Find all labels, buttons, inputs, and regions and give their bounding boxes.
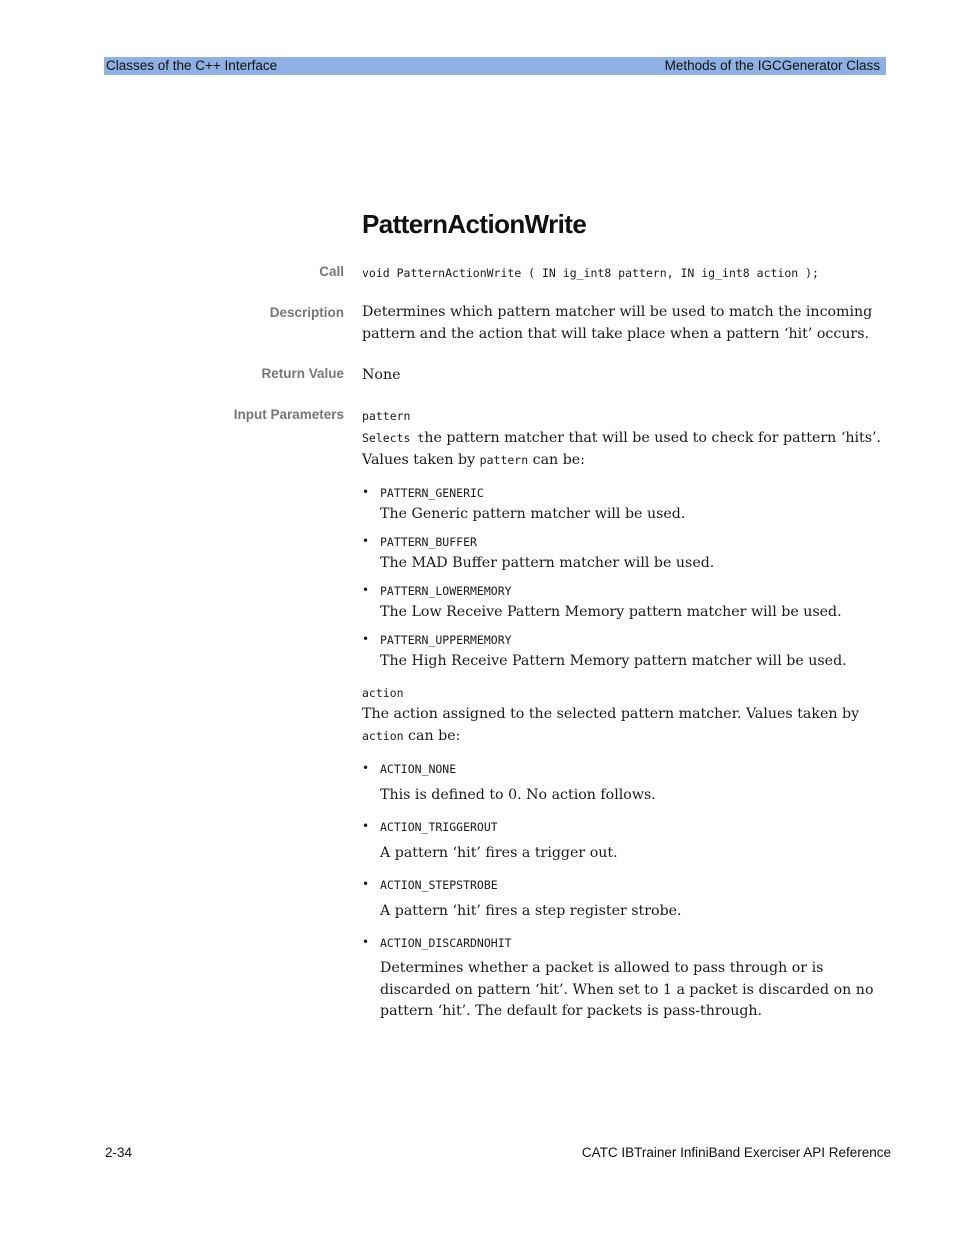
pattern-option-desc: The Low Receive Pattern Memory pattern matcher will be used.	[380, 604, 842, 620]
page-number: 2-34	[105, 1145, 133, 1160]
pattern-description	[362, 427, 892, 471]
bullet-icon: •	[362, 819, 370, 833]
method-title: PatternActionWrite	[362, 209, 587, 239]
bullet-icon: •	[362, 632, 370, 646]
pattern-option-desc: The MAD Buffer pattern matcher will be used.	[380, 555, 715, 571]
action-values-code: action	[362, 729, 404, 743]
pattern-desc-rest: he pattern matcher that will be used to check for pattern ‘hits’.	[424, 430, 882, 446]
return-value-text: None	[362, 367, 401, 383]
action-option-code: ACTION_TRIGGEROUT	[380, 820, 498, 834]
call-label: Call	[319, 264, 344, 279]
action-values-post: can be:	[403, 728, 461, 744]
pattern-values-post: can be:	[528, 452, 585, 468]
action-option-desc: A pattern ‘hit’ fires a step register strobe.	[380, 903, 682, 919]
action-description	[362, 703, 892, 747]
running-header	[104, 57, 886, 75]
action-option-desc-line: pattern ‘hit’. The default for packets is pass-through.	[380, 1003, 763, 1019]
action-option-code: ACTION_DISCARDNOHIT	[380, 936, 512, 950]
header-section-title: Classes of the C++ Interface	[106, 58, 278, 73]
header-chapter-title: Methods of the IGCGenerator Class	[664, 58, 880, 73]
action-option-desc: This is defined to 0. No action follows.	[380, 787, 656, 803]
action-option-code: ACTION_STEPSTROBE	[380, 878, 498, 892]
description-label: Description	[269, 305, 344, 320]
pattern-option-desc: The Generic pattern matcher will be used.	[380, 506, 686, 522]
action-option-desc: A pattern ‘hit’ fires a trigger out.	[380, 845, 618, 861]
pattern-option-code: PATTERN_UPPERMEMORY	[380, 633, 512, 647]
action-option-code: ACTION_NONE	[380, 762, 457, 776]
description-line: Determines which pattern matcher will be used to match the incoming	[362, 304, 873, 320]
pattern-desc-mono: Selects t	[362, 431, 425, 445]
bullet-icon: •	[362, 485, 370, 499]
pattern-option-code: PATTERN_BUFFER	[380, 535, 477, 549]
action-desc-line: The action assigned to the selected pattern matcher. Values taken by	[362, 706, 860, 722]
action-option-desc-line: discarded on pattern ‘hit’. When set to 1 a packet is discarded on no	[380, 981, 874, 998]
pattern-option-code: PATTERN_LOWERMEMORY	[380, 584, 512, 598]
pattern-values-code: pattern	[479, 453, 529, 467]
footer-doc-title: CATC IBTrainer InfiniBand Exerciser API Reference	[581, 1145, 891, 1160]
pattern-option-desc: The High Receive Pattern Memory pattern matcher will be used.	[380, 653, 847, 669]
call-signature: void PatternActionWrite ( IN ig_int8 pattern, IN ig_int8 action );	[362, 266, 819, 280]
param-name-action: action	[362, 686, 404, 700]
description-text	[362, 301, 892, 345]
description-line: pattern and the action that will take place when a pattern ‘hit’ occurs.	[362, 326, 870, 342]
pattern-values-pre: Values taken by	[362, 452, 480, 468]
action-option-desc-line: Determines whether a packet is allowed to pass through or is	[380, 960, 824, 976]
bullet-icon: •	[362, 583, 370, 597]
input-parameters-label: Input Parameters	[233, 407, 344, 422]
return-value-label: Return Value	[261, 366, 344, 381]
param-name-pattern: pattern	[362, 409, 411, 423]
bullet-icon: •	[362, 534, 370, 548]
action-option-desc	[380, 958, 890, 1023]
bullet-icon: •	[362, 935, 370, 949]
pattern-option-code: PATTERN_GENERIC	[380, 486, 484, 500]
bullet-icon: •	[362, 761, 370, 775]
bullet-icon: •	[362, 877, 370, 891]
